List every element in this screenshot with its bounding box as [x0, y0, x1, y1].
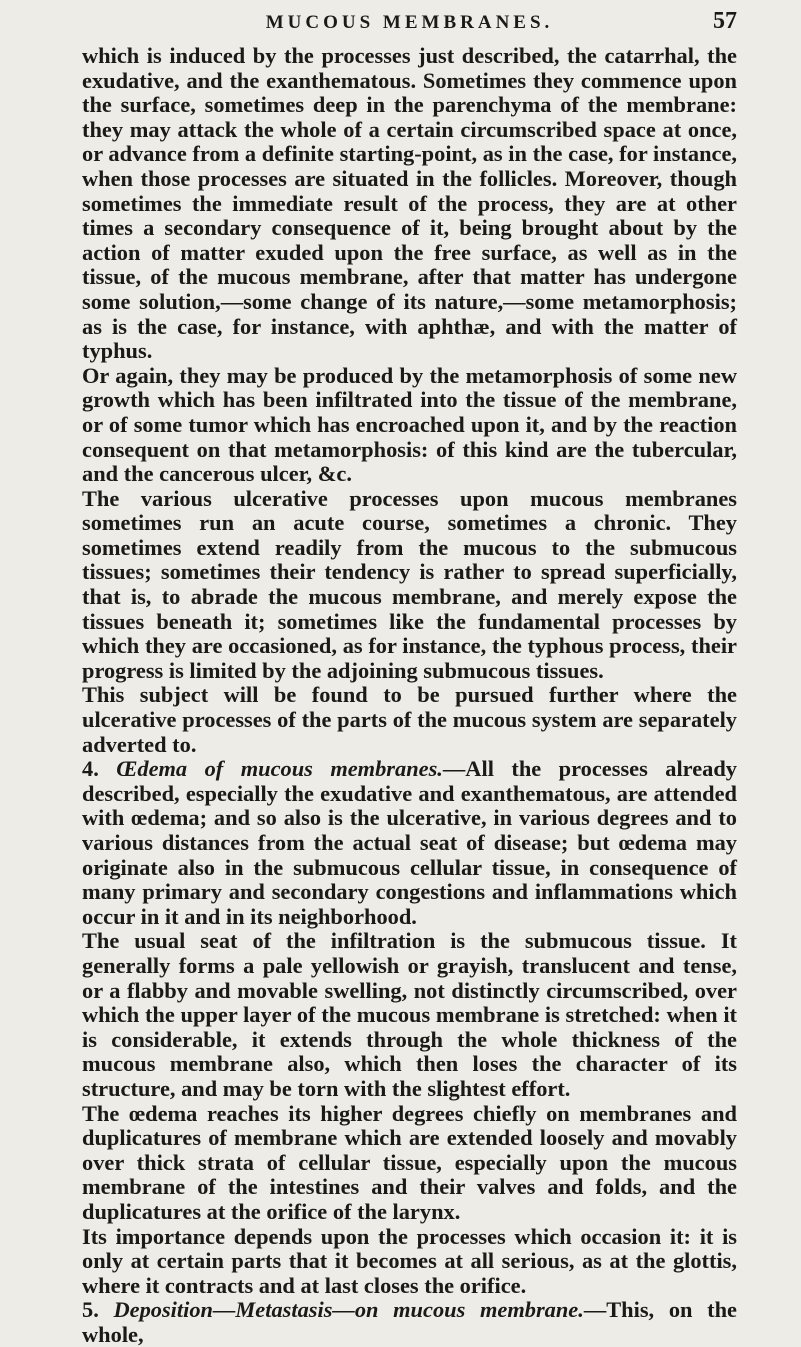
section-paragraph: 4. Œdema of mucous membranes.—All the processes already described, especially the exudative and exanthematous, are attended with œdema; and so also is the ulcerative, in various degrees and to various distances from the actual seat of disease; but œdema may originate also in the submucous cellular tissue, in consequence of many primary and secondary congestions and inflammations which occur in it and in its neighborhood. — [82, 756, 737, 929]
paragraph: The various ulcerative processes upon mucous membranes sometimes run an acute course, sometimes a chronic. They sometimes extend readily from the mucous to the submucous tissues; sometimes their tendency is rather to spread superficially, that is, to abrade the mucous membrane, and merely expose the tissues beneath it; sometimes like the fundamental processes by which they are occasioned, as for instance, the typhous process, their progress is limited by the adjoining submucous tissues. — [82, 485, 737, 683]
paragraph: This subject will be found to be pursued further where the ulcerative processes of the parts of the mucous system are separately adverted to. — [82, 682, 737, 757]
paragraph: Its importance depends upon the processes which occasion it: it is only at certain parts that it becomes at all serious, as at the glottis, where it contracts and at last closes the orifice. — [82, 1223, 737, 1298]
paragraph: The usual seat of the infiltration is the submucous tissue. It generally forms a pale yellowish or grayish, translucent and tense, or a flabby and movable swelling, not distinctly circumscribed, over which the upper layer of the mucous membrane is stretched: when it is considerable, it extends through the whole thickness of the mucous membrane also, which then loses the character of its structure, and may be torn with the slightest effort. — [82, 928, 737, 1101]
running-title: MUCOUS MEMBRANES. — [265, 12, 554, 33]
section-heading: Œdema of mucous membranes. — [116, 756, 443, 782]
section-heading: Deposition—Metastasis—on mucous membrane. — [113, 1297, 584, 1323]
paragraph: The œdema reaches its higher degrees chiefly on membranes and duplicatures of membrane which are extended loosely and movably over thick strata of cellular tissue, especially upon the mucous membrane of the intestines and their valves and folds, and the duplicatures at the orifice of the larynx. — [82, 1100, 737, 1224]
section-number: 5. — [82, 1297, 114, 1323]
body-text — [82, 44, 737, 1347]
page-header — [82, 0, 737, 44]
paragraph: which is induced by the processes just described, the catarrhal, the exudative, and the exanthematous. Sometimes they commence upon the surface, sometimes deep in the parenchyma of the membrane: they may attack the whole of a certain circumscribed space at once, or advance from a definite starting-point, as in the case, for instance, when those processes are situated in the follicles. Moreover, though sometimes the immediate result of the process, they are at other times a secondary consequence of it, being brought about by the action of matter exuded upon the free surface, as well as in the tissue, of the mucous membrane, after that matter has undergone some solution,—some change of its nature,—some metamorphosis; as is the case, for instance, with aphthæ, and with the matter of typhus. — [82, 43, 737, 364]
section-number: 4. — [82, 756, 117, 782]
page-number: 57 — [713, 8, 737, 34]
paragraph: Or again, they may be produced by the metamorphosis of some new growth which has been infiltrated into the tissue of the membrane, or of some tumor which has encroached upon it, and by the reaction consequent on that metamorphosis: of this kind are the tubercular, and the cancerous ulcer, &c. — [82, 362, 737, 487]
section-paragraph: 5. Deposition—Metastasis—on mucous membrane.—This, on the whole, — [82, 1297, 737, 1347]
